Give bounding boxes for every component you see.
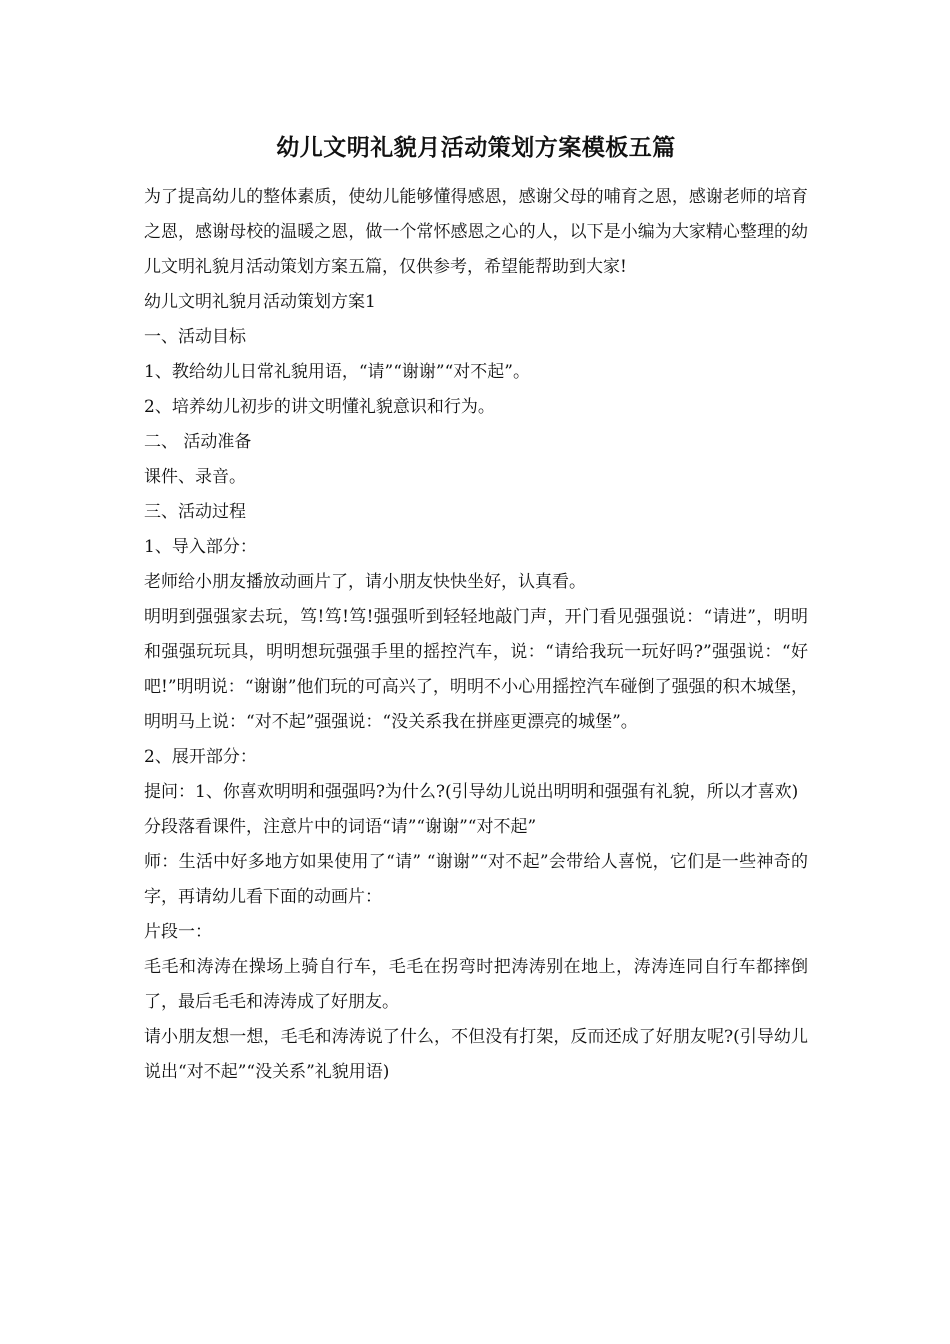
subheading-clip-1: 片段一：: [144, 922, 212, 942]
document-title: 幼儿文明礼貌月活动策划方案模板五篇: [276, 134, 676, 161]
subheading-development: 2、展开部分：: [144, 747, 257, 767]
body-paragraph: 老师给小朋友播放动画片了，请小朋友快快坐好，认真看。: [144, 572, 586, 592]
goal-item-1: 1、教给幼儿日常礼貌用语，“请”“谢谢”“对不起”。: [144, 362, 530, 382]
heading-activity-preparation: 二、 活动准备: [144, 432, 252, 452]
story-paragraph: 明明到强强家去玩，笃!笃!笃!强强听到轻轻地敲门声，开门看见强强说：“请进”，明明和强强玩玩具，明明想玩强强手里的摇控汽车，说：“请给我玩一玩好吗?”强强说：“好吧!”明明说：“谢谢”他们玩的可高兴了，明明不小心用摇控汽车碰倒了强强的积木城堡，明明马上说：“对不起”强强说：“没关系我在拼座更漂亮的城堡”。: [144, 607, 808, 732]
body-paragraph: 分段落看课件，注意片中的词语“请”“谢谢”“对不起”: [144, 817, 537, 837]
preparation-text: 课件、录音。: [144, 467, 246, 487]
question-paragraph: 提问：1、你喜欢明明和强强吗?为什么?(引导幼儿说出明明和强强有礼貌，所以才喜欢): [144, 782, 799, 802]
body-paragraph: 请小朋友想一想，毛毛和涛涛说了什么，不但没有打架，反而还成了好朋友呢?(引导幼儿说出“对不起”“没关系”礼貌用语): [144, 1027, 808, 1082]
section-title-plan-1: 幼儿文明礼貌月活动策划方案1: [144, 292, 376, 312]
subheading-introduction: 1、导入部分：: [144, 537, 257, 557]
document-page: [144, 128, 808, 1090]
document-body: [144, 180, 808, 1090]
goal-item-2: 2、培养幼儿初步的讲文明懂礼貌意识和行为。: [144, 397, 495, 417]
clip-story-paragraph: 毛毛和涛涛在操场上骑自行车，毛毛在拐弯时把涛涛别在地上，涛涛连同自行车都摔倒了，最后毛毛和涛涛成了好朋友。: [144, 957, 808, 1012]
heading-activity-goals: 一、活动目标: [144, 327, 246, 347]
intro-paragraph: 为了提高幼儿的整体素质，使幼儿能够懂得感恩，感谢父母的哺育之恩，感谢老师的培育之恩，感谢母校的温暖之恩，做一个常怀感恩之心的人，以下是小编为大家精心整理的幼儿文明礼貌月活动策划方案五篇，仅供参考，希望能帮助到大家!: [144, 187, 808, 277]
body-paragraph: 师：生活中好多地方如果使用了“请” “谢谢”“对不起”会带给人喜悦，它们是一些神奇的字，再请幼儿看下面的动画片：: [144, 852, 808, 907]
heading-activity-process: 三、活动过程: [144, 502, 246, 522]
